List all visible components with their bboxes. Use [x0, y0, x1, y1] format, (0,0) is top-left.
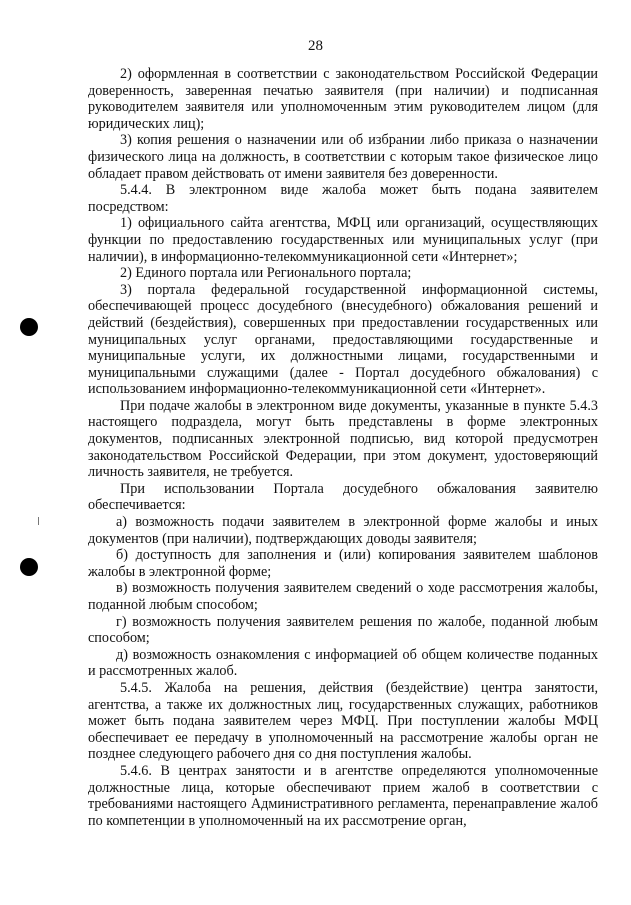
punch-hole — [20, 558, 38, 576]
page-number: 28 — [308, 38, 323, 54]
paragraph: 2) оформленная в соответствии с законодательством Российской Федерации доверенность, заверенная печатью заявителя (при наличии) и подписанная руководителем заявителя или уполномоченным этим руководителем лицом (для юридических лиц); — [88, 66, 598, 132]
paragraph: б) доступность для заполнения и (или) копирования заявителем шаблонов жалобы в электронной форме; — [88, 547, 598, 580]
paragraph: 5.4.5. Жалоба на решения, действия (бездействие) центра занятости, агентства, а также их должностных лиц, государственных служащих, работников может быть подана заявителем через МФЦ. При поступлении жалобы МФЦ обеспечивает ее передачу в уполномоченный на рассмотрение жалобы орган не позднее следующего рабочего дня со дня поступления жалобы. — [88, 679, 598, 763]
paragraph: При использовании Портала досудебного обжалования заявителю обеспечивается: — [88, 480, 598, 514]
document-body — [88, 66, 598, 829]
scan-mark — [38, 517, 39, 525]
paragraph: 3) копия решения о назначении или об избрании либо приказа о назначении физического лица на должность, в соответствии с которым такое физическое лицо обладает правом действовать от имени заявителя без доверенности. — [88, 132, 598, 182]
paragraph: 5.4.6. В центрах занятости и в агентстве определяются уполномоченные должностные лица, которые обеспечивают прием жалоб в соответствии с требованиями настоящего Административного регламента, перенаправление жалоб по компетенции в уполномоченный на их рассмотрение орган, — [88, 762, 598, 829]
paragraph: 1) официального сайта агентства, МФЦ или организаций, осуществляющих функции по предоставлению государственных или муниципальных услуг (при наличии), в информационно-телекоммуникационной сети «Интернет»; — [88, 215, 598, 265]
paragraph: а) возможность подачи заявителем в электронной форме жалобы и иных документов (при наличии), подтверждающих доводы заявителя; — [88, 514, 598, 547]
paragraph: 3) портала федеральной государственной информационной системы, обеспечивающей процесс досудебного (внесудебного) обжалования решений и действий (бездействия), совершенных при предоставлении государственных или муниципальных услуг органами, предоставляющими государственные и муниципальные услуги, их должностными лицами, государственными и муниципальными служащими (далее - Портал досудебного обжалования) с использованием информационно-телекоммуникационной сети «Интернет». — [88, 281, 598, 398]
punch-hole — [20, 318, 38, 336]
paragraph: д) возможность ознакомления с информацией об общем количестве поданных и рассмотренных жалоб. — [88, 646, 598, 680]
paragraph: При подаче жалобы в электронном виде документы, указанные в пункте 5.4.3 настоящего подраздела, могут быть представлены в форме электронных документов, подписанных электронной подписью, вид которой предусмотрен законодательством Российской Федерации, при этом документ, удостоверяющий личность заявителя, не требуется. — [88, 397, 598, 481]
paragraph: 5.4.4. В электронном виде жалоба может быть подана заявителем посредством: — [88, 182, 598, 215]
paragraph: в) возможность получения заявителем сведений о ходе рассмотрения жалобы, поданной любым способом; — [88, 580, 598, 613]
paragraph: 2) Единого портала или Регионального портала; — [120, 265, 412, 282]
paragraph: г) возможность получения заявителем решения по жалобе, поданной любым способом; — [88, 613, 598, 647]
